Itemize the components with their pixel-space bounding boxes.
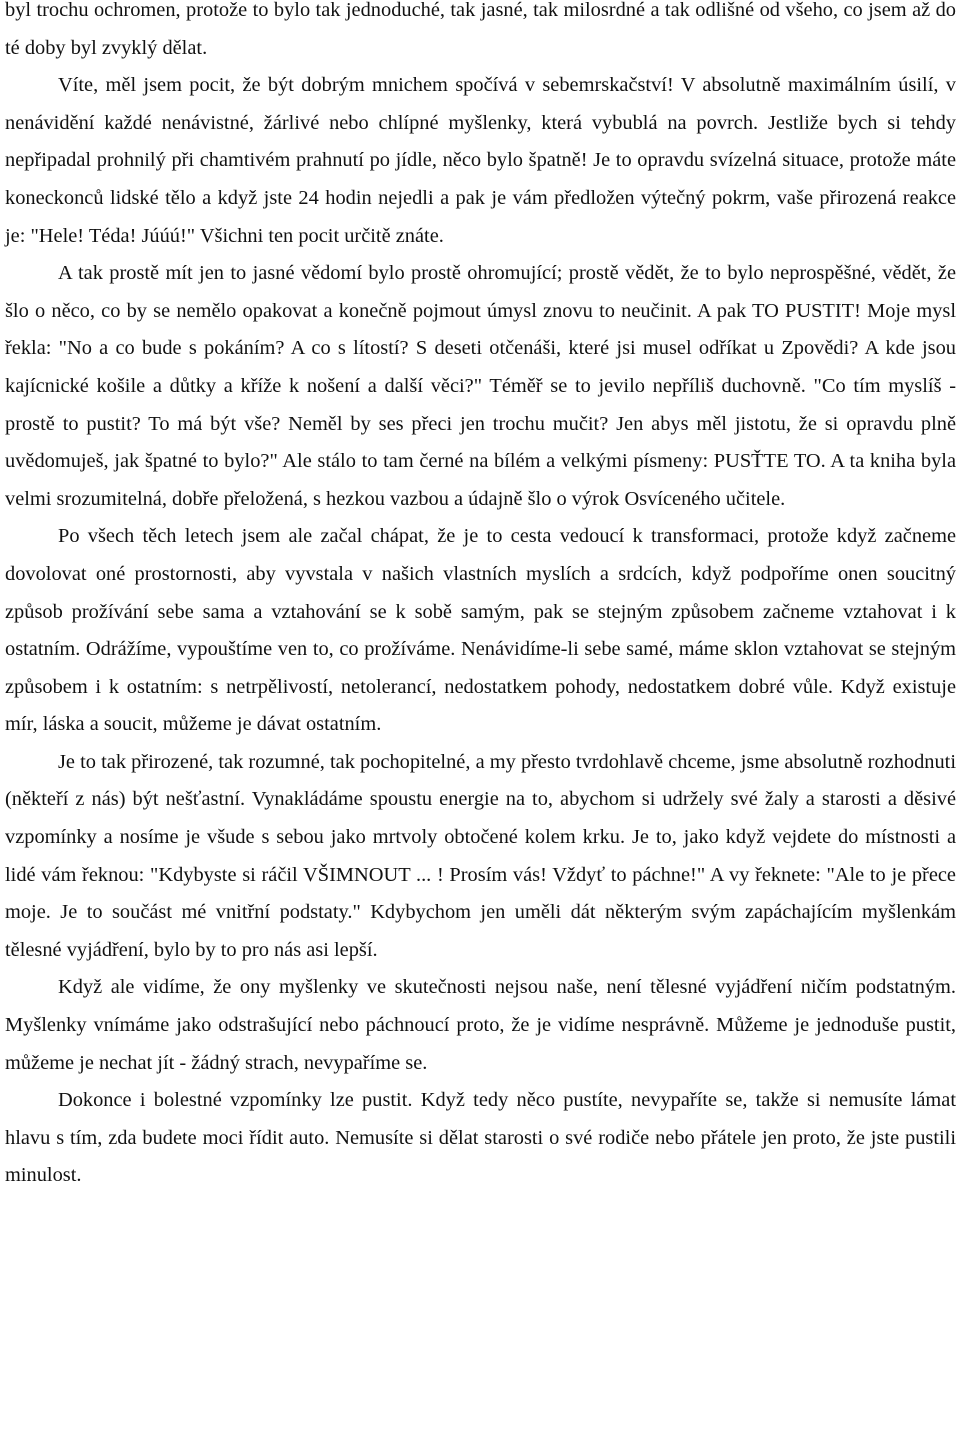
paragraph-continued: byl trochu ochromen, protože to bylo tak jednoduché, tak jasné, tak milosrdné a tak odlišné od všeho, co jsem až do té doby byl zvyklý dělat. (5, 0, 956, 59)
paragraph: Je to tak přirozené, tak rozumné, tak pochopitelné, a my přesto tvrdohlavě chceme, jsme absolutně rozhodnuti (někteří z nás) být nešťastní. Vynakládáme spoustu energie na to, abychom si udržely své žaly a starosti a děsivé vzpomínky a nosíme je všude s sebou jako mrtvoly obtočené kolem krku. Je to, jako když vejdete do místnosti a lidé vám řeknou: "Kdybyste si ráčil VŠIMNOUT ... ! Prosím vás! Vždyť to páchne!" A vy řeknete: "Ale to je přece moje. Je to součást mé vnitřní podstaty." Kdybychom jen uměli dát některým svým zapáchajícím myšlenkám tělesné vyjádření, bylo by to pro nás asi lepší. (5, 750, 956, 961)
paragraph: Víte, měl jsem pocit, že být dobrým mnichem spočívá v sebemrskačství! V absolutně maximálním úsilí, v nenávidění každé nenávistné, žárlivé nebo chlípné myšlenky, která vybublá na povrch. Jestliže bych si tehdy nepřipadal prohnilý při chamtivém prahnutí po jídle, něco bylo špatně! Je to opravdu svízelná situace, protože máte koneckonců lidské tělo a když jste 24 hodin nejedli a pak je vám předložen výtečný pokrm, vaše přirozená reakce je: "Hele! Téda! Júúú!" Všichni ten pocit určitě znáte. (5, 74, 956, 247)
paragraph: A tak prostě mít jen to jasné vědomí bylo prostě ohromující; prostě vědět, že to bylo neprospěšné, vědět, že šlo o něco, co by se nemělo opakovat a konečně pojmout úmysl znovu to neučinit. A pak TO PUSTIT! Moje mysl řekla: "No a co bude s pokáním? A co s lítostí? S deseti otčenáši, které jsi musel odříkat u Zpovědi? A kde jsou kajícnické košile a důtky a kříže k nošení a další věci?" Téměř se to jevilo nepříliš duchovně. "Co tím myslíš - prostě to pustit? To má být vše? Neměl by ses přeci jen trochu mučit? Jen abys měl jistotu, že si opravdu plně uvědomuješ, jak špatné to bylo?" Ale stálo to tam černé na bílém a velkými písmeny: PUSŤTE TO. A ta kniha byla velmi srozumitelná, dobře přeložená, s hezkou vazbou a údajně šlo o výrok Osvíceného učitele. (5, 262, 956, 510)
paragraph: Když ale vidíme, že ony myšlenky ve skutečnosti nejsou naše, není tělesné vyjádření ničím podstatným. Myšlenky vnímáme jako odstrašující nebo páchnoucí proto, že je vidíme nesprávně. Můžeme je jednoduše pustit, můžeme je nechat jít - žádný strach, nevypaříme se. (5, 976, 956, 1074)
paragraph: Dokonce i bolestné vzpomínky lze pustit. Když tedy něco pustíte, nevypaříte se, takže si nemusíte lámat hlavu s tím, zda budete moci řídit auto. Nemusíte si dělat starosti o své rodiče nebo přátele jen proto, že jste pustili minulost. (5, 1089, 956, 1187)
paragraph: Po všech těch letech jsem ale začal chápat, že je to cesta vedoucí k transformaci, protože když začneme dovolovat oné prostornosti, aby vyvstala v našich vlastních myslích a srdcích, když podpoříme onen soucitný způsob prožívání sebe sama a vztahování se k sobě samým, pak se stejným způsobem začneme vztahovat i k ostatním. Odrážíme, vypouštíme ven to, co prožíváme. Nenávidíme-li sebe samé, máme sklon vztahovat se stejným způsobem i k ostatním: s netrpělivostí, netolerancí, nedostatkem pohody, nedostatkem dobré vůle. Když existuje mír, láska a soucit, můžeme je dávat ostatním. (5, 525, 956, 736)
